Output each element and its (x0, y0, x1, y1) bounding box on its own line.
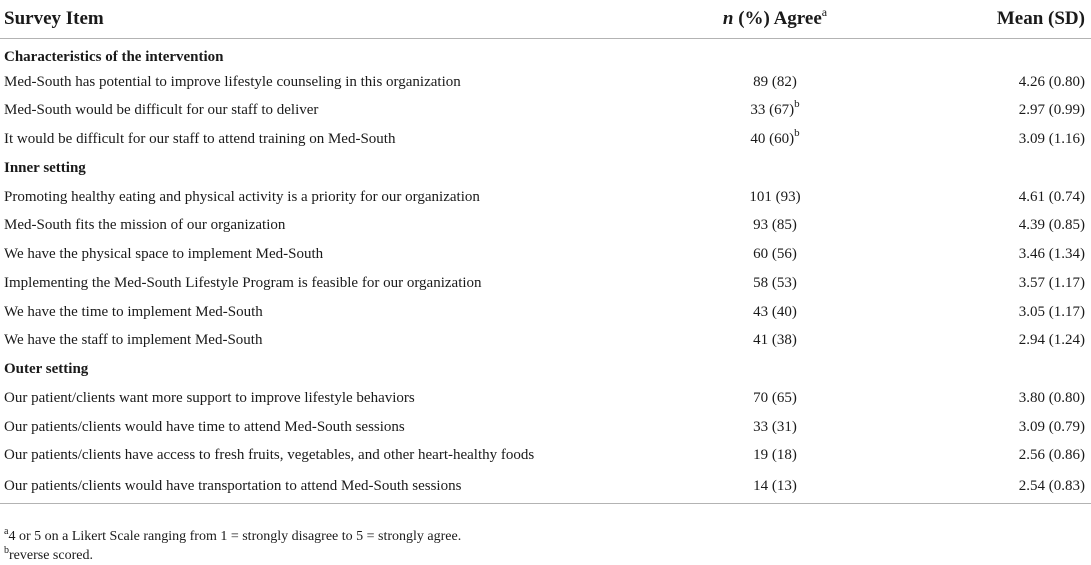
agree-value: 60 (56) (753, 246, 797, 263)
agree-value: 43 (40) (753, 303, 797, 320)
footnote-a-mark: a (4, 526, 9, 537)
footnote-b-mark: b (4, 545, 9, 556)
survey-item-cell: Our patient/clients want more support to improve lifestyle behaviors (4, 389, 415, 406)
survey-item-cell: Med-South has potential to improve lifestyle counseling in this organization (4, 73, 461, 90)
agree-value: 19 (18) (753, 447, 797, 464)
table-row (0, 413, 1091, 442)
footnote-a-text: 4 or 5 on a Likert Scale ranging from 1 = strongly disagree to 5 = strongly agree. (8, 529, 462, 544)
mean-sd-cell: 3.57 (1.17) (1018, 274, 1085, 291)
survey-item-cell: It would be difficult for our staff to attend training on Med-South (4, 131, 396, 148)
footnote-mark: b (794, 98, 800, 111)
section-heading: Outer setting (4, 361, 89, 378)
footnote-a (4, 527, 461, 546)
header-agree (690, 0, 860, 39)
mean-sd-cell: 3.09 (1.16) (1018, 131, 1085, 148)
agree-cell (690, 212, 860, 241)
agree-cell (690, 97, 860, 126)
header-agree-label: (%) Agree (733, 8, 822, 29)
agree-cell (690, 240, 860, 269)
table-row (0, 470, 1091, 504)
survey-item-cell: Med-South would be difficult for our staff to deliver (4, 102, 319, 119)
agree-value: 58 (53) (753, 274, 797, 291)
agree-cell (690, 470, 860, 504)
agree-cell (690, 125, 860, 154)
header-survey-item: Survey Item (0, 0, 690, 39)
agree-value: 93 (85) (753, 217, 797, 234)
mean-sd-cell: 3.05 (1.17) (1018, 303, 1085, 320)
table-row (0, 183, 1091, 212)
agree-value: 89 (82) (753, 73, 797, 90)
agree-cell (690, 442, 860, 471)
agree-value: 33 (67) (750, 102, 795, 119)
footnote-b (4, 546, 461, 565)
agree-value: 101 (93) (749, 188, 801, 205)
survey-item-cell: We have the time to implement Med-South (4, 303, 263, 320)
table-row (0, 269, 1091, 298)
agree-cell (690, 384, 860, 413)
survey-item-cell: Our patients/clients would have transportation to attend Med-South sessions (0, 470, 690, 504)
table-header (0, 0, 1091, 39)
table-body (0, 39, 1091, 504)
section-row (0, 355, 1091, 384)
table-row (0, 125, 1091, 154)
survey-item-cell: Our patients/clients would have time to attend Med-South sessions (4, 418, 405, 435)
mean-sd-cell: 3.80 (0.80) (1018, 389, 1085, 406)
table-row (0, 240, 1091, 269)
agree-cell (690, 327, 860, 356)
agree-cell (690, 68, 860, 97)
survey-item-cell: We have the physical space to implement Med-South (4, 246, 324, 263)
mean-sd-cell: 3.09 (0.79) (1018, 418, 1085, 435)
agree-value: 14 (13) (753, 478, 797, 495)
survey-item-cell: Promoting healthy eating and physical activity is a priority for our organization (4, 188, 480, 205)
table-footnotes (4, 527, 461, 565)
mean-sd-cell: 4.26 (0.80) (1018, 73, 1085, 90)
table-row (0, 68, 1091, 97)
table-row (0, 327, 1091, 356)
mean-sd-cell: 2.54 (0.83) (860, 470, 1091, 504)
section-row (0, 154, 1091, 183)
agree-cell (690, 269, 860, 298)
agree-value: 70 (65) (753, 389, 797, 406)
survey-item-cell: Implementing the Med-South Lifestyle Program is feasible for our organization (4, 274, 482, 291)
survey-item-cell: We have the staff to implement Med-South (4, 332, 263, 349)
section-row (0, 39, 1091, 68)
header-mean-sd: Mean (SD) (860, 0, 1091, 39)
agree-cell (690, 298, 860, 327)
survey-item-cell: Our patients/clients have access to fresh fruits, vegetables, and other heart-healthy foods (4, 447, 535, 464)
mean-sd-cell: 2.94 (1.24) (1018, 332, 1085, 349)
mean-sd-cell: 2.56 (0.86) (1018, 447, 1085, 464)
table-row (0, 384, 1091, 413)
agree-cell (690, 183, 860, 212)
table-row (0, 442, 1091, 471)
agree-value: 33 (31) (753, 418, 797, 435)
table-row (0, 97, 1091, 126)
footnote-mark: b (794, 127, 800, 140)
section-heading: Characteristics of the intervention (4, 48, 224, 65)
header-agree-n: n (722, 8, 734, 29)
agree-value: 41 (38) (753, 332, 797, 349)
mean-sd-cell: 4.39 (0.85) (1018, 217, 1085, 234)
header-agree-footnote-mark: a (821, 5, 828, 19)
section-heading: Inner setting (4, 159, 86, 176)
agree-cell (690, 413, 860, 442)
mean-sd-cell: 2.97 (0.99) (1018, 102, 1085, 119)
mean-sd-cell: 3.46 (1.34) (1018, 246, 1085, 263)
mean-sd-cell: 4.61 (0.74) (1018, 188, 1085, 205)
table-row (0, 298, 1091, 327)
footnote-b-text: reverse scored. (9, 548, 93, 563)
header-row (0, 0, 1091, 39)
agree-value: 40 (60) (750, 131, 795, 148)
survey-item-cell: Med-South fits the mission of our organization (4, 217, 286, 234)
table-row (0, 212, 1091, 241)
